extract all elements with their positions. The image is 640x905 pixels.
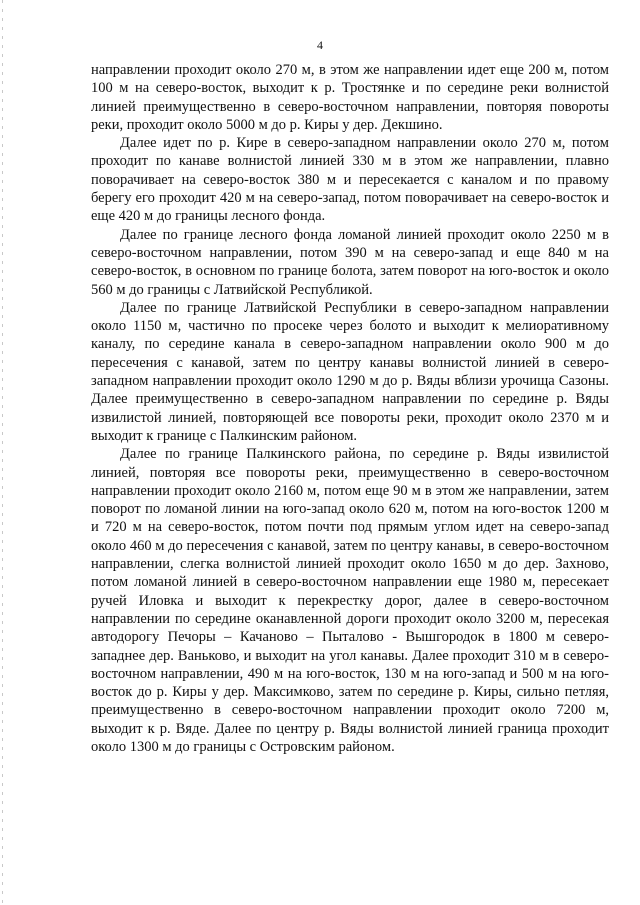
paragraph-3: Далее по границе лесного фонда ломаной линией проходит около 2250 м в северо-восточном направлении, потом 390 м на северо-запад и еще 840 м на северо-восток, в основном по границе болота, затем поворот на юго-восток и около 560 м до границы с Латвийской Республикой.: [91, 226, 609, 298]
page-number: 4: [317, 38, 323, 52]
paragraph-5: Далее по границе Палкинского района, по середине р. Вяды извилистой линией, повторяя все повороты реки, преимущественно в северо-восточном направлении проходит около 2160 м, потом еще 90 м в этом же направлении, затем поворот по ломаной линии на юго-запад около 620 м, потом на юго-восток 1200 м и 720 м на северо-восток, потом почти под прямым углом идет на северо-запад около 460 м до пересечения с канавой, затем по центру канавы, в северо-восточном направлении, слегка волнистой линией проходит около 1650 м до дер. Захново, потом ломаной линией в северо-восточном направлении еще 1980 м, пересекает ручей Иловка и выходит к перекрестку дорог, далее в северо-восточном направлении по середине оканавленной дороги проходит около 3200 м, пересекая автодорогу Печоры – Качаново – Пыталово - Вышгородок в 1800 м северо-западнее дер. Ваньково, и выходит на угол канавы. Далее проходит 310 м в северо-восточном направлении, 490 м на юго-восток, 130 м на юго-запад и 500 м на юго-восток до р. Киры у дер. Максимково, затем по середине р. Киры, сильно петляя, преимущественно в северо-восточном направлении проходит около 7200 м, выходит к р. Вяде. Далее по центру р. Вяды волнистой линией граница проходит около 1300 м до границы с Островским районом.: [91, 446, 609, 755]
paragraph-2: Далее идет по р. Кире в северо-западном направлении около 270 м, потом проходит по канаве волнистой линией 330 м в этом же направлении, плавно поворачивает на северо-восток 380 м и пересекается с каналом и по правому берегу его проходит 420 м на северо-запад, потом поворачивает на северо-восток и еще 420 м до границы лесного фонда.: [91, 135, 609, 225]
document-body: [91, 61, 609, 756]
paragraph-4: Далее по границе Латвийской Республики в северо-западном направлении около 1150 м, частично по просеке через болото и выходит к мелиоративному каналу, по середине канала в северо-западном направлении около 900 м до пересечения с канавой, затем по центру канавы волнистой линией в северо-западном направлении проходит около 1290 м до р. Вяды вблизи урочища Сазоны. Далее преимущественно в северо-западном направлении по середине р. Вяды извилистой линией, повторяющей все повороты реки, проходит около 2370 м и выходит к границе с Палкинским районом.: [91, 299, 609, 444]
paragraph-1: направлении проходит около 270 м, в этом же направлении идет еще 200 м, потом 100 м на северо-восток, выходит к р. Тростянке и по середине реки волнистой линией преимущественно в северо-восточном направлении, повторяя повороты реки, проходит около 5000 м до р. Киры у дер. Декшино.: [91, 62, 609, 133]
scan-edge-mark: [2, 0, 3, 905]
